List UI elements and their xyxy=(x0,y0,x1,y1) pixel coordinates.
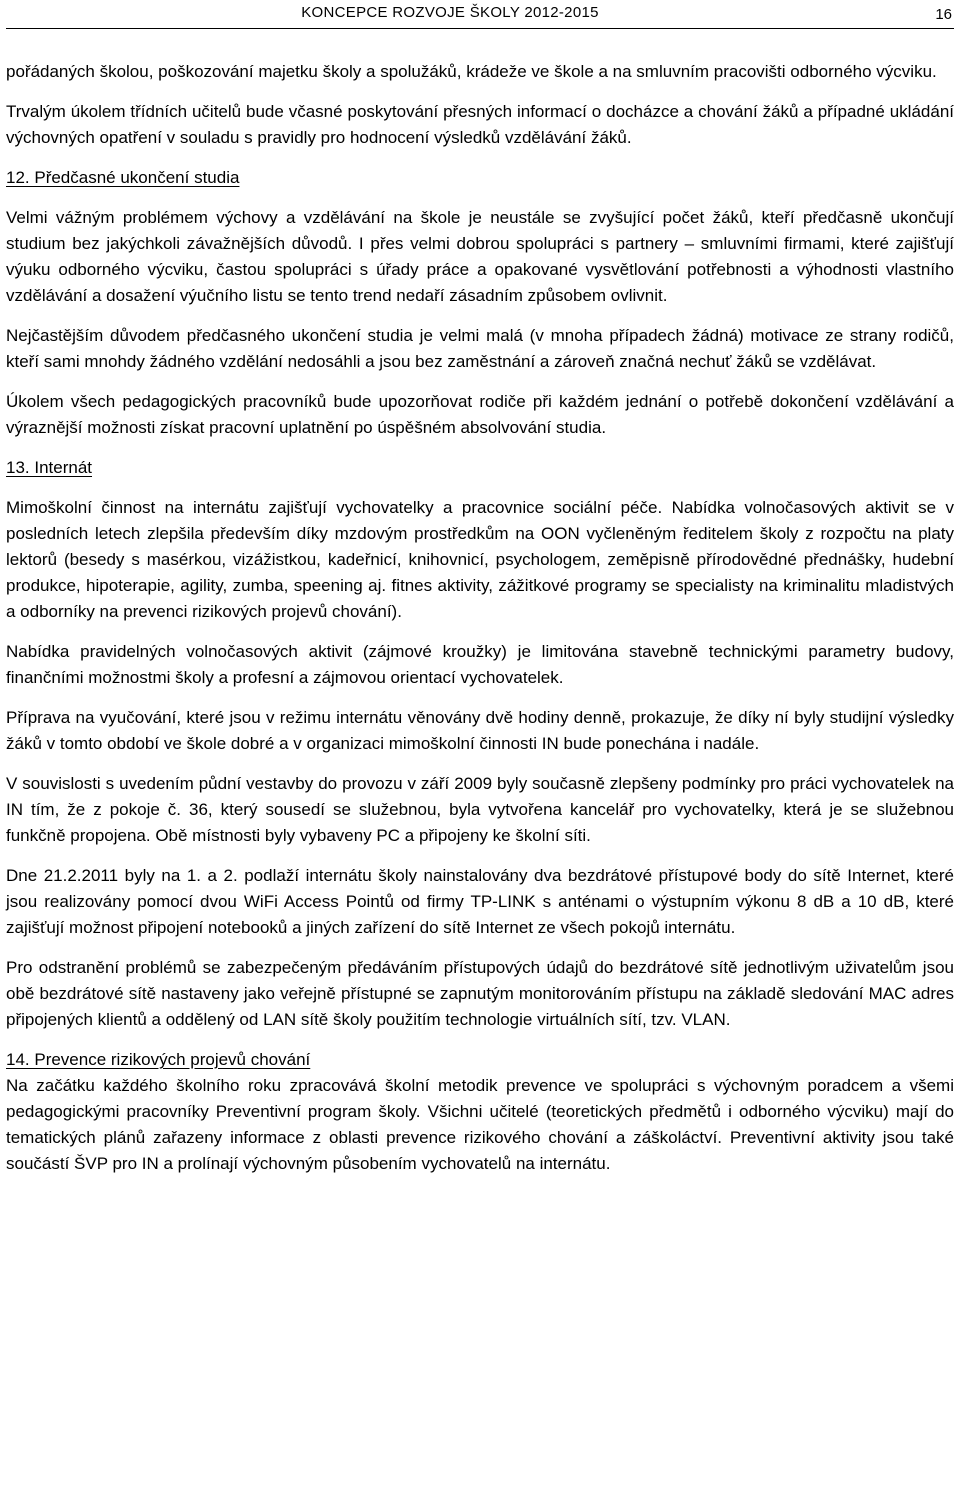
section-heading-12: 12. Předčasné ukončení studia xyxy=(6,168,240,187)
paragraph: Příprava na vyučování, které jsou v režimu internátu věnovány dvě hodiny denně, prokazuje, že díky ní byly studijní výsledky žáků v tomto období ve škole dobré a v organizaci mimoškolní činnosti IN bude ponechána i nadále. xyxy=(6,708,954,753)
paragraph: Úkolem všech pedagogických pracovníků bude upozorňovat rodiče při každém jednání o potřebě dokončení vzdělávání a výraznější možnosti získat pracovní uplatnění po úspěšném absolvování studia. xyxy=(6,392,954,437)
paragraph: Nejčastějším důvodem předčasného ukončení studia je velmi malá (v mnoha případech žádná) motivace ze strany rodičů, kteří sami mnohdy žádného vzdělání nedosáhli a jsou bez zaměstnání a zároveň značná nechuť žáků se vzdělávat. xyxy=(6,326,954,371)
page-number: 16 xyxy=(935,6,952,23)
paragraph: Pro odstranění problémů se zabezpečeným předáváním přístupových údajů do bezdrátové sítě jednotlivým uživatelům jsou obě bezdrátové sítě nastaveny jako veřejně přístupné se zapnutým monitorováním přístupu na základě sledování MAC adres připojených klientů a oddělený od LAN sítě školy použitím technologie virtuálních sítí, tzv. VLAN. xyxy=(6,958,954,1029)
section-heading-13: 13. Internát xyxy=(6,458,93,477)
paragraph: Na začátku každého školního roku zpracovává školní metodik prevence ve spolupráci s výchovným poradcem a všemi pedagogickými pracovníky Preventivní program školy. Všichni učitelé (teoretických předmětů i odborného výcviku) mají do tematických plánů zařazeny informace z oblasti prevence rizikového chování a záškoláctví. Preventivní aktivity jsou také součástí ŠVP pro IN a prolínají výchovným působením vychovatelů na internátu. xyxy=(6,1076,954,1173)
paragraph: Mimoškolní činnost na internátu zajišťují vychovatelky a pracovnice sociální péče. Nabídka volnočasových aktivit se v posledních letech zlepšila především díky mzdovým prostředkům na OON vyčleněným ředitelem školy z rozpočtu na platy lektorů (besedy s masérkou, vizážistkou, kadeřnicí, knihovnicí, psychologem, zeměpisně přírodovědné přednášky, hudební produkce, hipoterapie, agility, zumba, speening aj. fitnes aktivity, zážitkové programy se specialisty na kriminalitu mladistvých a odborníky na prevenci rizikových projevů chování). xyxy=(6,498,954,621)
paragraph: pořádaných školou, poškozování majetku školy a spolužáků, krádeže ve škole a na smluvním pracovišti odborného výcviku. xyxy=(6,62,937,81)
paragraph: Nabídka pravidelných volnočasových aktivit (zájmové kroužky) je limitována stavebně technickými parametry budovy, finančními možnostmi školy a profesní a zájmovou orientací vychovatelek. xyxy=(6,642,954,687)
paragraph: V souvislosti s uvedením půdní vestavby do provozu v září 2009 byly současně zlepšeny podmínky pro práci vychovatelek na IN tím, že z pokoje č. 36, který sousedí se služebnou, byla vytvořena kancelář pro vychovatelky, která je se služebnou funkčně propojena. Obě místnosti byly vybaveny PC a připojeny ke školní síti. xyxy=(6,774,954,845)
header-title: KONCEPCE ROZVOJE ŠKOLY 2012-2015 xyxy=(301,4,599,21)
paragraph: Dne 21.2.2011 byly na 1. a 2. podlaží internátu školy nainstalovány dva bezdrátové přístupové body do sítě Internet, které jsou realizovány pomocí dvou WiFi Access Pointů od firmy TP-LINK s anténami o výstupním výkonu 8 dB a 10 dB, které zajišťují možnost připojení notebooků a jiných zařízení do sítě Internet ze všech pokojů internátu. xyxy=(6,866,954,937)
paragraph: Trvalým úkolem třídních učitelů bude včasné poskytování přesných informací o docházce a chování žáků a případné ukládání výchovných opatření v souladu s pravidly pro hodnocení výsledků vzdělávání žáků. xyxy=(6,102,954,147)
section-heading-14: 14. Prevence rizikových projevů chování xyxy=(6,1050,311,1069)
paragraph: Velmi vážným problémem výchovy a vzdělávání na škole je neustále se zvyšující počet žáků, kteří předčasně ukončují studium bez jakýchkoli závažnějších důvodů. I přes velmi dobrou spolupráci s partnery – smluvními firmami, které zajišťují výuku odborného výcviku, častou spolupráci s úřady práce a opakované vysvětlování potřebnosti a výhodnosti vlastního vzdělávání a dosažení výučního listu se tento trend nedaří zásadním způsobem ovlivnit. xyxy=(6,208,954,305)
page-header xyxy=(6,0,954,29)
